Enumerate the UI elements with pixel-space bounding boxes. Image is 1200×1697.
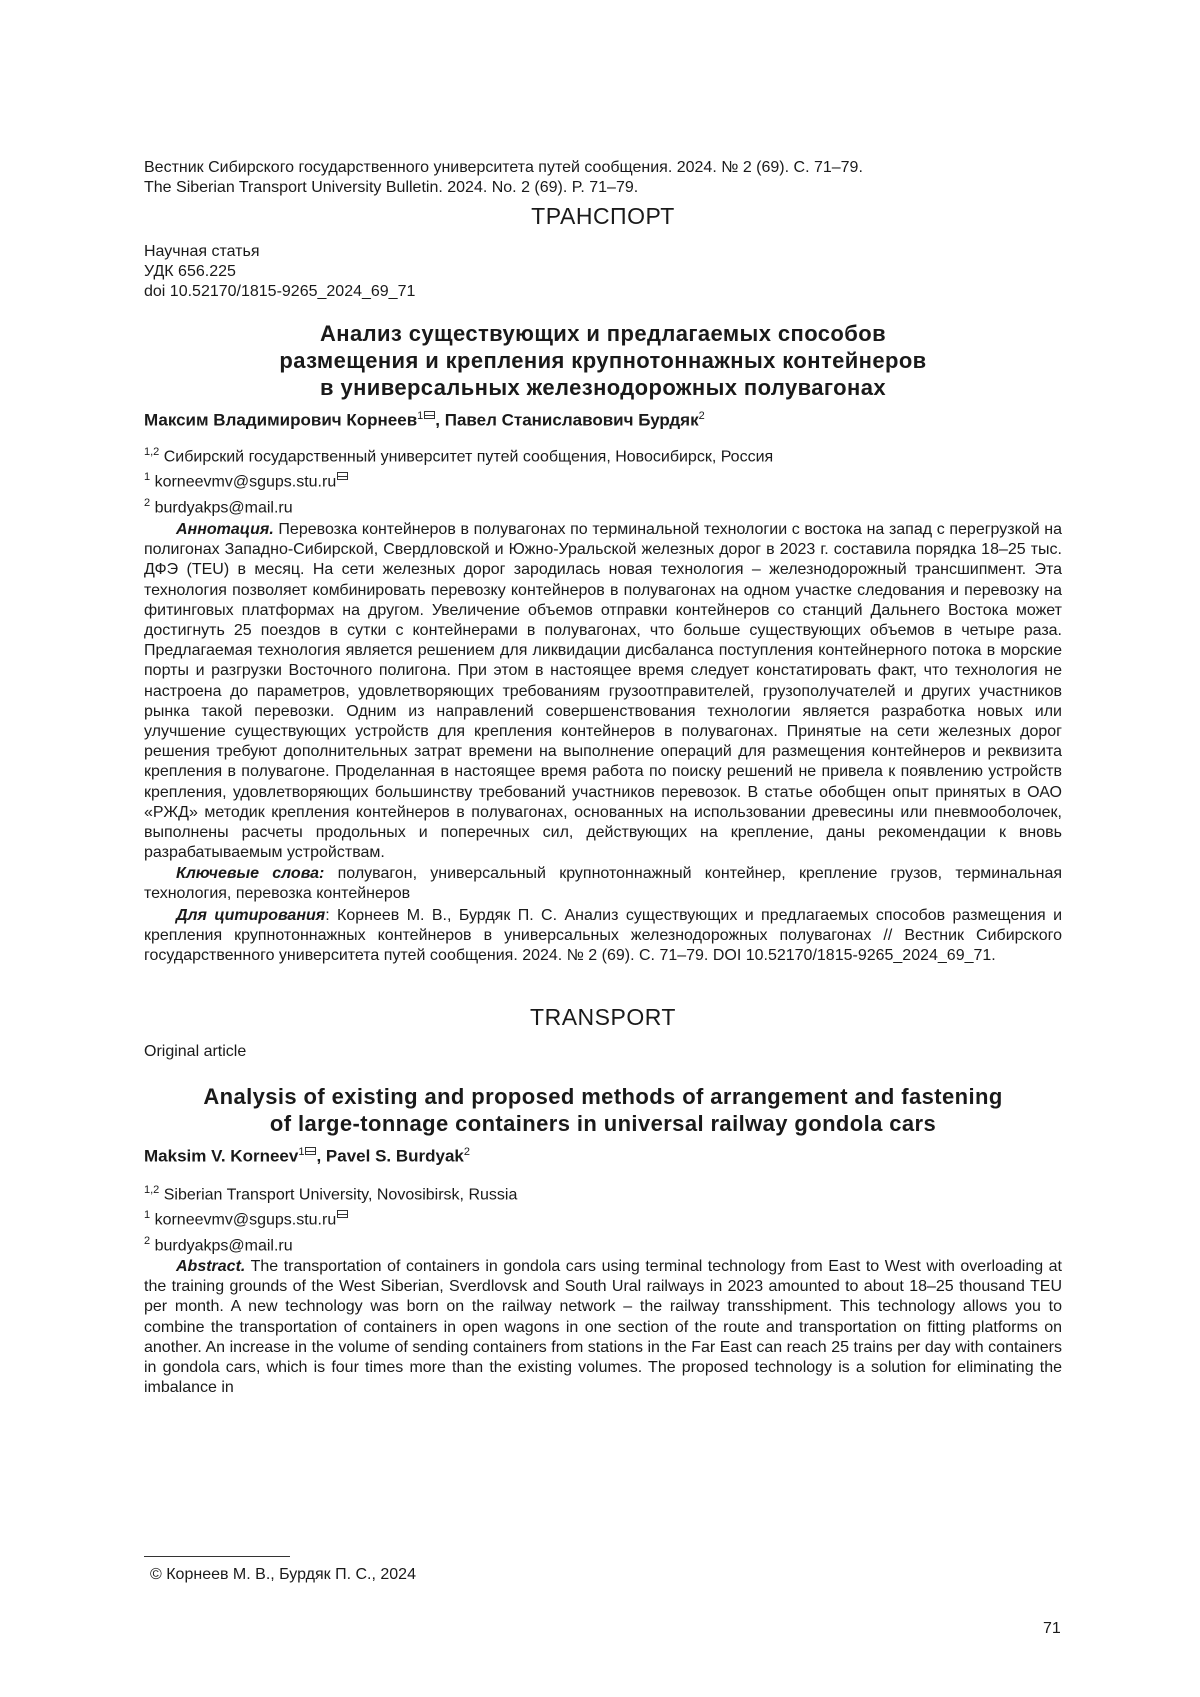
- journal-citation-en: The Siberian Transport University Bulletin. 2024. No. 2 (69). P. 71–79.: [144, 179, 639, 196]
- author-separator: ,: [435, 410, 445, 430]
- author-separator: ,: [316, 1146, 326, 1166]
- envelope-icon: [305, 1147, 316, 1155]
- abstract-label: Abstract.: [176, 1258, 246, 1275]
- abstract-label: Аннотация.: [176, 521, 274, 538]
- citation-ru: [144, 906, 1062, 967]
- envelope-icon: [337, 1210, 348, 1218]
- article-type-ru: Научная статья: [144, 243, 260, 260]
- article-type-en: Original article: [144, 1043, 247, 1060]
- journal-citation: [144, 158, 863, 198]
- abstract-en: [144, 1257, 1062, 1398]
- email-line: [144, 467, 773, 492]
- author-affil-sup: 2: [698, 410, 705, 422]
- author-affil-sup: 2: [463, 1146, 471, 1158]
- page-number: 71: [1043, 1620, 1061, 1637]
- author-name: Павел Станиславович Бурдяк: [444, 410, 699, 430]
- section-heading-en: TRANSPORT: [530, 1004, 676, 1030]
- affiliations-ru: [144, 442, 773, 518]
- keywords-ru: [144, 864, 1062, 904]
- author-affil-sup: 1: [417, 410, 424, 422]
- abstract-text: Перевозка контейнеров в полувагонах по терминальной технологии с востока на запад с перегрузкой на полигонах Западно-Сибирской, Свердловской и Южно-Уральской железных дорог в 2023 г. составила порядка 18–25 тыс. ДФЭ (TEU) в месяц. На сети железных дорог зародилась новая технология – железнодорожный трансшипмент. Эта технология позволяет комбинировать перевозку контейнеров в полувагонах на одном участке следования и перевозку на фитинговых платформах на другом. Увеличение объемов отправки контейнеров со станций Дальнего Востока может достигнуть 25 поездов в сутки с контейнерами в полувагонах, что больше существующих объемов в четыре раза. Предлагаемая технология является решением для ликвидации дисбаланса поступления контейнерного потока в морские порты и разгрузки Восточного полигона. При этом в настоящее время следует констатировать факт, что технология не настроена до параметров, удовлетворяющих требованиям грузоотправителей, грузополучателей и других участников рынка такой перевозки. Одним из направлений совершенствования технологии является разработка новых или улучшение существующих устройств для крепления контейнеров в полувагонах. Принятые на сети железных дорог решения требуют дополнительных затрат времени на выполнение операций для размещения контейнеров и реквизита крепления в полувагоне. Проделанная в настоящее время работа по поиску решений не привела к появлению устройств крепления, удовлетворяющих большинству требований участников перевозок. В статье обобщен опыт принятых в ОАО «РЖД» методик крепления контейнеров в полувагонах, основанных на использовании древесины или пневмооболочек, выполнены расчеты продольных и поперечных сил, действующих на крепление, даны рекомендации к вновь разрабатываемым устройствам.: [144, 521, 1063, 862]
- title-line: Анализ существующих и предлагаемых способов: [319, 321, 886, 346]
- article-meta-ru: [144, 242, 415, 302]
- email-line: [144, 493, 773, 518]
- author-name: Maksim V. Korneev: [144, 1146, 299, 1166]
- article-title-ru: [144, 320, 1062, 401]
- journal-citation-ru: Вестник Сибирского государственного университета путей сообщения. 2024. № 2 (69). С. 71–79.: [144, 159, 863, 176]
- email-sup: 2: [144, 496, 151, 509]
- title-line: размещения и крепления крупнотоннажных контейнеров: [279, 348, 927, 373]
- email-sup: 1: [144, 471, 151, 484]
- email-link[interactable]: burdyakps@mail.ru: [154, 1236, 293, 1254]
- section-heading-ru: ТРАНСПОРТ: [531, 203, 675, 229]
- email-sup: 1: [144, 1209, 151, 1222]
- copyright-notice: © Корнеев М. В., Бурдяк П. С., 2024: [150, 1566, 416, 1583]
- affiliation: [144, 442, 773, 467]
- email-sup: 2: [144, 1234, 151, 1247]
- footnote-rule: [144, 1556, 290, 1557]
- abstract-ru: [144, 520, 1062, 863]
- citation-text: : Корнеев М. В., Бурдяк П. С. Анализ существующих и предлагаемых способов размещения и крепления крупнотоннажных контейнеров в универсальных железнодорожных полувагонах // Вестник Сибирского государственного университета путей сообщения. 2024. № 2 (69). С. 71–79. DOI 10.52170/1815-9265_2024_69_71.: [144, 907, 1063, 965]
- author-name: Pavel S. Burdyak: [325, 1146, 464, 1166]
- email-link[interactable]: korneevmv@sgups.stu.ru: [154, 1211, 337, 1229]
- abstract-text: The transportation of containers in gondola cars using terminal technology from East to West with overloading at the training grounds of the West Siberian, Sverdlovsk and South Ural railways in 2023 amounted to about 18–25 thousand TEU per month. A new technology was born on the railway network – the railway transshipment. This technology allows you to combine the transportation of containers in open wagons in one section of the route and transportation on fitting platforms on another. An increase in the volume of sending containers from stations in the Far East can reach 25 trains per day with containers in gondola cars, which is four times more than the existing volumes. The proposed technology is a solution for eliminating the imbalance in: [144, 1258, 1063, 1397]
- email-link[interactable]: korneevmv@sgups.stu.ru: [154, 473, 337, 491]
- doi: doi 10.52170/1815-9265_2024_69_71: [144, 283, 416, 300]
- title-line: Analysis of existing and proposed methods of arrangement and fastening: [203, 1084, 1003, 1109]
- author-name: Максим Владимирович Корнеев: [144, 410, 418, 430]
- envelope-icon: [424, 411, 435, 419]
- email-line: [144, 1231, 517, 1256]
- affil-text: Siberian Transport University, Novosibirsk, Russia: [163, 1186, 518, 1204]
- citation-label: Для цитирования: [176, 907, 326, 924]
- author-affil-sup: 1: [298, 1146, 305, 1158]
- authors-en: [144, 1146, 470, 1167]
- udk: УДК 656.225: [144, 263, 236, 280]
- email-line: [144, 1205, 517, 1230]
- envelope-icon: [337, 472, 348, 480]
- affil-sup: 1,2: [144, 1184, 160, 1196]
- email-link[interactable]: burdyakps@mail.ru: [154, 498, 293, 516]
- affil-sup: 1,2: [144, 446, 160, 458]
- title-line: of large-tonnage containers in universal railway gondola cars: [269, 1111, 937, 1136]
- keywords-text: полувагон, универсальный крупнотоннажный контейнер, крепление грузов, терминальная технология, перевозка контейнеров: [144, 865, 1063, 903]
- affiliations-en: [144, 1180, 517, 1256]
- affil-text: Сибирский государственный университет путей сообщения, Новосибирск, Россия: [163, 448, 774, 466]
- authors-ru: [144, 410, 705, 431]
- keywords-label: Ключевые слова:: [176, 865, 325, 882]
- affiliation: [144, 1180, 517, 1205]
- title-line: в универсальных железнодорожных полувагонах: [320, 375, 886, 400]
- article-title-en: [144, 1083, 1062, 1137]
